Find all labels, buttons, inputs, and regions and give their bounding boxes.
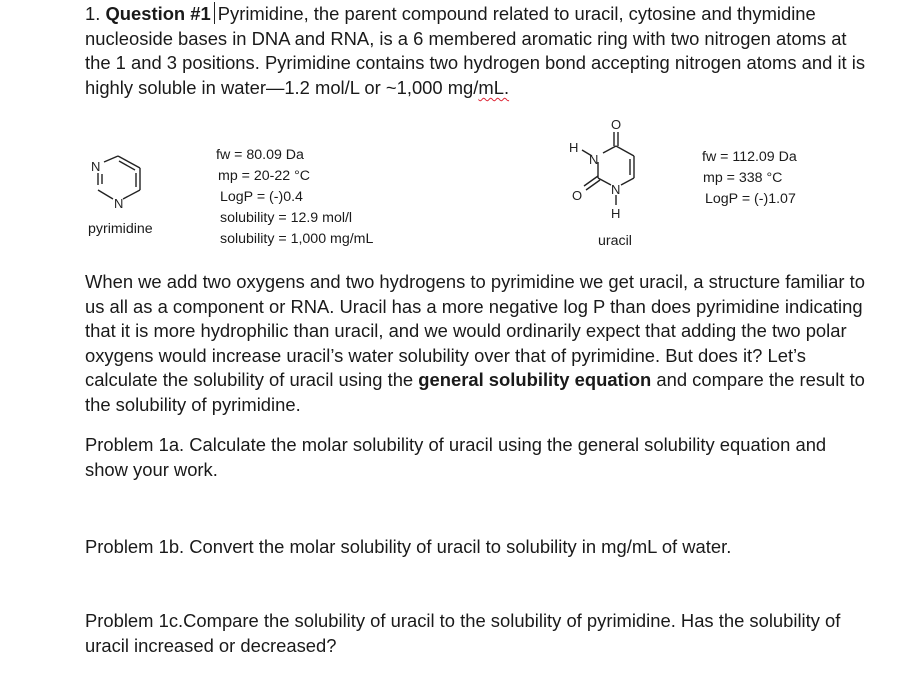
discussion-text: When we add two oxygens and two hydrogens to pyrimidine we get uracil, a structure familiar to us all as a component or RNA. Uracil has a more negative log P than does pyrimidine indicating that it is more hydrophilic than uracil, and we would ordinarily expect that adding the two polar oxygens would increase uracil’s water solubility over that of pyrimidine. But does it? Let’s calculate the solubility of uracil using the xyxy=(85,271,865,391)
uracil-atom-h3: H xyxy=(569,140,579,155)
text-cursor xyxy=(214,2,215,24)
uracil-logp: LogP = (-)1.07 xyxy=(705,191,796,207)
pyrimidine-atom-n1: N xyxy=(91,159,101,174)
uracil-discussion-paragraph xyxy=(85,270,865,418)
problem-1a: Problem 1a. Calculate the molar solubility of uracil using the general solubility equation and show your work. xyxy=(85,434,827,480)
uracil-atom-h1: H xyxy=(611,206,621,221)
general-solubility-equation-term: general solubility equation xyxy=(418,369,652,391)
pyrimidine-logp: LogP = (-)0.4 xyxy=(220,189,303,205)
question-title: Question #1 xyxy=(105,3,211,24)
problem-1c: Problem 1c.Compare the solubility of uracil to the solubility of pyrimidine. Has the solubility of uracil increased or decreased? xyxy=(85,610,841,656)
question-number: 1. xyxy=(85,3,101,24)
question-text: Pyrimidine, the parent compound related to uracil, cytosine and thymidine nucleoside bases in DNA and RNA, is a 6 membered aromatic ring with two nitrogen atoms at the 1 and 3 positions. Pyrimidine contains two hydrogen bond accepting nitrogen atoms and it is highly soluble in water—1.2 mol/L or ~1,000 mg/ xyxy=(85,3,866,98)
pyrimidine-label: pyrimidine xyxy=(88,221,153,237)
pyrimidine-fw: fw = 80.09 Da xyxy=(216,147,304,163)
pyrimidine-mp: mp = 20-22 °C xyxy=(218,168,311,184)
spellcheck-flagged-word[interactable]: mL. xyxy=(478,76,510,98)
uracil-properties xyxy=(702,147,797,210)
uracil-atom-n3: N xyxy=(589,152,599,167)
problem-1b: Problem 1b. Convert the molar solubility of uracil to solubility in mg/mL of water. xyxy=(85,536,732,557)
uracil-label: uracil xyxy=(598,233,632,249)
uracil-atom-n1: N xyxy=(611,182,621,197)
pyrimidine-properties xyxy=(216,145,373,250)
discussion-text-end: and compare the result to the solubility of pyrimidine. xyxy=(85,369,865,415)
pyrimidine-solubility-mol: solubility = 12.9 mol/l xyxy=(220,210,353,226)
question-intro xyxy=(85,2,875,100)
pyrimidine-structure xyxy=(86,150,152,212)
uracil-structure xyxy=(560,112,650,228)
pyrimidine-atom-n3: N xyxy=(114,196,124,211)
pyrimidine-solubility-mg: solubility = 1,000 mg/mL xyxy=(220,231,374,247)
uracil-atom-o4: O xyxy=(611,117,622,132)
uracil-atom-o2: O xyxy=(572,188,583,203)
uracil-mp: mp = 338 °C xyxy=(703,170,783,186)
uracil-fw: fw = 112.09 Da xyxy=(702,149,797,165)
